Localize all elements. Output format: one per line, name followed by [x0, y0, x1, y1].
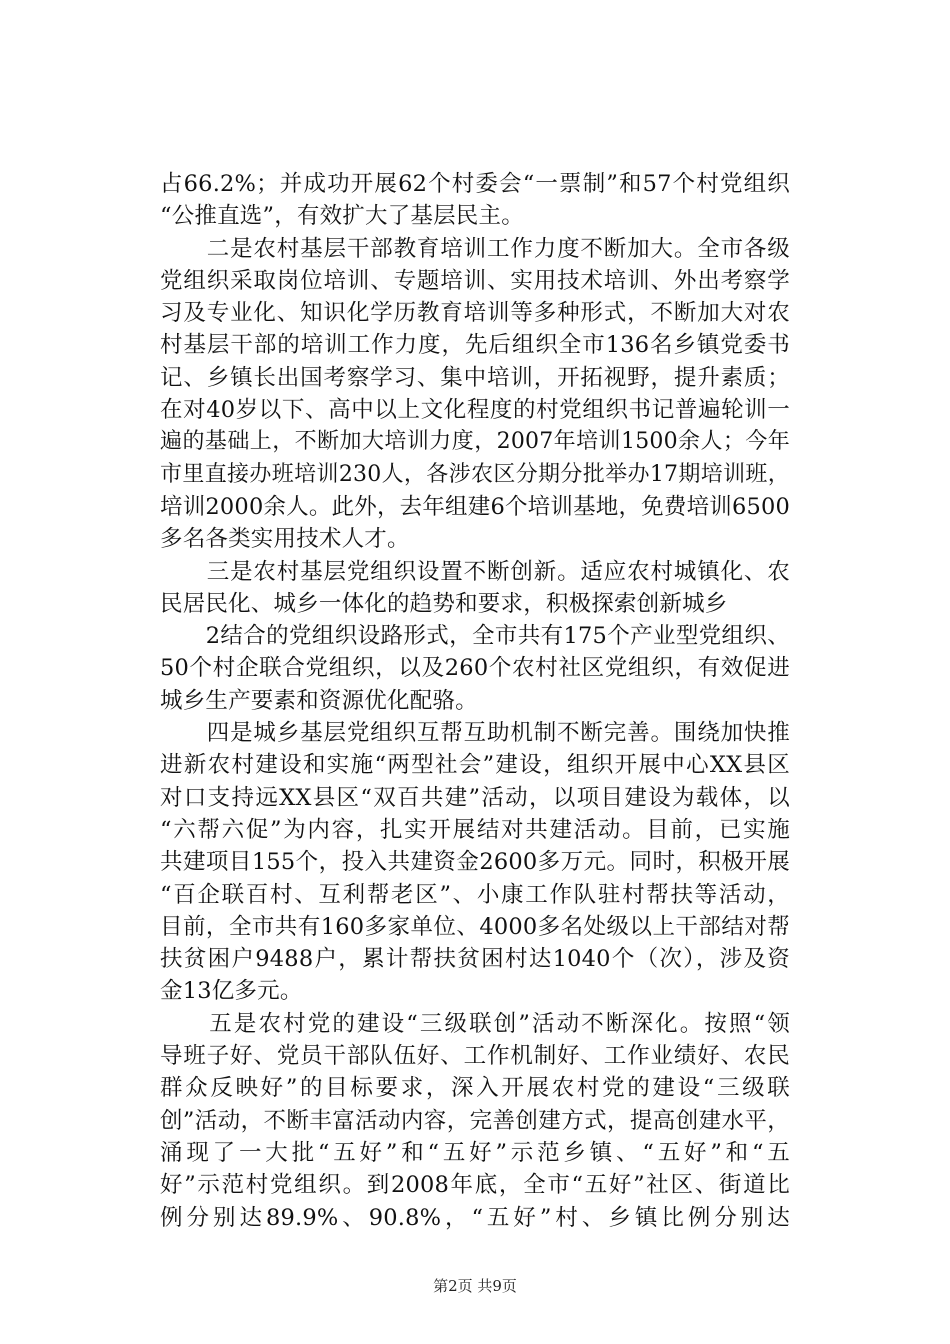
text-line: 五是农村党的建设“三级联创”活动不断深化。按照“领 [160, 1010, 790, 1037]
text-line: 创”活动，不断丰富活动内容，完善创建方式，提高创建水平， [160, 1107, 790, 1134]
text-line: 对口支持远XX县区“双百共建”活动，以项目建设为载体，以 [160, 784, 790, 811]
text-line: 村基层干部的培训工作力度，先后组织全市136名乡镇党委书 [160, 332, 790, 359]
text-line: 培训2000余人。此外，去年组建6个培训基地，免费培训6500 [160, 493, 791, 520]
text-line: 50个村企联合党组织，以及260个农村社区党组织，有效促进 [160, 655, 790, 682]
text-line: “百企联百村、互利帮老区”、小康工作队驻村帮扶等活动， [160, 881, 790, 908]
text-line: 共建项目155个，投入共建资金2600多万元。同时，积极开展 [160, 849, 790, 876]
text-line: 群众反映好”的目标要求，深入开展农村党的建设“三级联 [160, 1075, 790, 1102]
text-line: 导班子好、党员干部队伍好、工作机制好、工作业绩好、农民 [160, 1043, 790, 1070]
text-line: 例分别达89.9%、90.8%，“五好”村、乡镇比例分别达 [160, 1204, 790, 1231]
text-line: 四是城乡基层党组织互帮互助机制不断完善。围绕加快推 [160, 720, 790, 747]
text-line: 民居民化、城乡一体化的趋势和要求，积极探索创新城乡 [160, 590, 728, 617]
text-line: 在对40岁以下、高中以上文化程度的村党组织书记普遍轮训一 [160, 397, 790, 424]
text-line: 遍的基础上，不断加大培训力度，2007年培训1500余人；今年 [160, 429, 790, 455]
document-body [160, 168, 790, 1234]
text-line: 市里直接办班培训230人，各涉农区分期分批举办17期培训班， [160, 461, 790, 487]
text-line: 三是农村基层党组织设置不断创新。适应农村城镇化、农 [160, 558, 790, 585]
text-line: “六帮六促”为内容，扎实开展结对共建活动。目前，已实施 [160, 816, 790, 843]
text-line: 金13亿多元。 [160, 978, 303, 1005]
text-line: “公推直选”，有效扩大了基层民主。 [160, 203, 524, 230]
text-line: 习及专业化、知识化学历教育培训等多种形式，不断加大对农 [160, 300, 790, 327]
text-line: 扶贫困户9488户，累计帮扶贫困村达1040个（次），涉及资 [160, 946, 790, 973]
text-line: 党组织采取岗位培训、专题培训、实用技术培训、外出考察学 [160, 267, 790, 294]
text-line: 多名各类实用技术人才。 [160, 526, 410, 553]
text-line: 目前，全市共有160多家单位、4000多名处级以上干部结对帮 [160, 913, 790, 940]
text-line: 占66.2%；并成功开展62个村委会“一票制”和57个村党组织 [160, 171, 790, 197]
text-line: 记、乡镇长出国考察学习、集中培训，开拓视野，提升素质； [160, 364, 790, 391]
text-line: 涌现了一大批“五好”和“五好”示范乡镇、“五好”和“五 [160, 1139, 790, 1166]
text-line: 进新农村建设和实施“两型社会”建设，组织开展中心XX县区 [160, 752, 790, 779]
page-footer: 第2页 共9页 [433, 1277, 517, 1295]
text-line: 城乡生产要素和资源优化配骆。 [160, 687, 478, 714]
text-line: 二是农村基层干部教育培训工作力度不断加大。全市各级 [160, 235, 790, 262]
text-line: 好”示范村党组织。到2008年底，全市“五好”社区、街道比 [160, 1172, 790, 1199]
text-line: 2结合的党组织设路形式，全市共有175个产业型党组织、 [160, 623, 790, 650]
